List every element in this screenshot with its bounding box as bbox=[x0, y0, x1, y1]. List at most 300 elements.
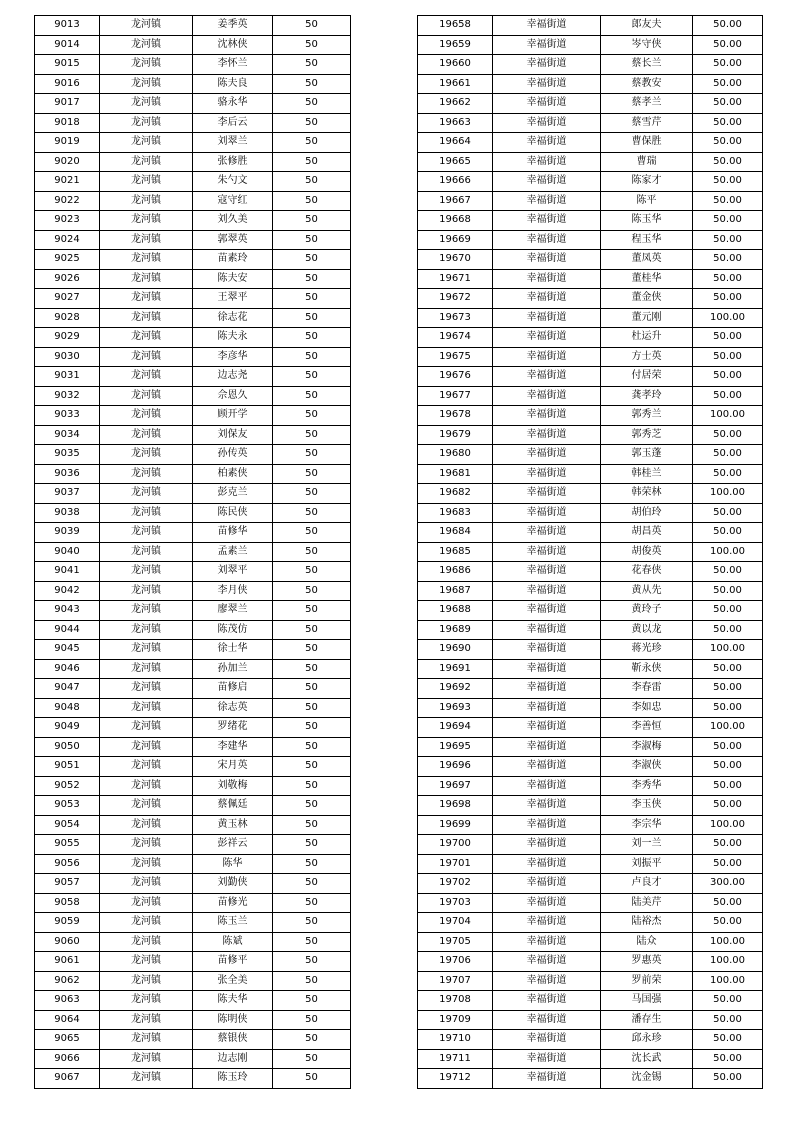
district-cell: 幸福街道 bbox=[493, 523, 601, 543]
name-cell: 李宗华 bbox=[601, 815, 693, 835]
district-cell: 龙河镇 bbox=[100, 484, 193, 504]
name-cell: 曹保胜 bbox=[601, 133, 693, 153]
table-row bbox=[35, 230, 351, 250]
name-cell: 胡俊英 bbox=[601, 542, 693, 562]
district-cell: 龙河镇 bbox=[100, 347, 193, 367]
table-row bbox=[35, 152, 351, 172]
table-row bbox=[35, 932, 351, 952]
table-row bbox=[35, 172, 351, 192]
amount-cell: 50.00 bbox=[693, 386, 763, 406]
table-row bbox=[35, 94, 351, 114]
amount-cell: 50.00 bbox=[693, 698, 763, 718]
amount-cell: 50.00 bbox=[693, 796, 763, 816]
amount-cell: 50 bbox=[273, 679, 351, 699]
amount-cell: 50 bbox=[273, 854, 351, 874]
amount-cell: 50 bbox=[273, 620, 351, 640]
amount-cell: 50 bbox=[273, 74, 351, 94]
name-cell: 黄玉林 bbox=[193, 815, 273, 835]
district-cell: 幸福街道 bbox=[493, 425, 601, 445]
name-cell: 刘振平 bbox=[601, 854, 693, 874]
id-cell: 9046 bbox=[35, 659, 100, 679]
id-cell: 9028 bbox=[35, 308, 100, 328]
district-cell: 龙河镇 bbox=[100, 1069, 193, 1089]
id-cell: 19705 bbox=[418, 932, 493, 952]
table-row bbox=[418, 74, 763, 94]
id-cell: 9039 bbox=[35, 523, 100, 543]
amount-cell: 50 bbox=[273, 757, 351, 777]
district-cell: 龙河镇 bbox=[100, 269, 193, 289]
district-cell: 幸福街道 bbox=[493, 211, 601, 231]
id-cell: 19669 bbox=[418, 230, 493, 250]
amount-cell: 50 bbox=[273, 796, 351, 816]
id-cell: 9062 bbox=[35, 971, 100, 991]
table-row bbox=[418, 932, 763, 952]
district-cell: 幸福街道 bbox=[493, 172, 601, 192]
name-cell: 郭秀芝 bbox=[601, 425, 693, 445]
name-cell: 靳永侠 bbox=[601, 659, 693, 679]
district-cell: 幸福街道 bbox=[493, 367, 601, 387]
amount-cell: 50 bbox=[273, 932, 351, 952]
district-cell: 龙河镇 bbox=[100, 1049, 193, 1069]
id-cell: 9036 bbox=[35, 464, 100, 484]
table-row bbox=[35, 815, 351, 835]
table-row bbox=[35, 1010, 351, 1030]
amount-cell: 50.00 bbox=[693, 289, 763, 309]
id-cell: 9053 bbox=[35, 796, 100, 816]
table-row bbox=[35, 757, 351, 777]
id-cell: 19711 bbox=[418, 1049, 493, 1069]
name-cell: 马国强 bbox=[601, 991, 693, 1011]
id-cell: 19693 bbox=[418, 698, 493, 718]
id-cell: 19694 bbox=[418, 718, 493, 738]
amount-cell: 50.00 bbox=[693, 464, 763, 484]
id-cell: 9041 bbox=[35, 562, 100, 582]
district-cell: 龙河镇 bbox=[100, 308, 193, 328]
name-cell: 李淑梅 bbox=[601, 737, 693, 757]
district-cell: 龙河镇 bbox=[100, 211, 193, 231]
district-cell: 龙河镇 bbox=[100, 776, 193, 796]
table-row bbox=[418, 874, 763, 894]
amount-cell: 50.00 bbox=[693, 659, 763, 679]
name-cell: 沈长武 bbox=[601, 1049, 693, 1069]
name-cell: 黄从先 bbox=[601, 581, 693, 601]
table-row bbox=[418, 815, 763, 835]
amount-cell: 50 bbox=[273, 484, 351, 504]
amount-cell: 50.00 bbox=[693, 893, 763, 913]
name-cell: 蔡雪芹 bbox=[601, 113, 693, 133]
id-cell: 9019 bbox=[35, 133, 100, 153]
id-cell: 19695 bbox=[418, 737, 493, 757]
right-table-body bbox=[418, 16, 763, 1089]
table-row bbox=[35, 113, 351, 133]
amount-cell: 50 bbox=[273, 1010, 351, 1030]
name-cell: 王翠平 bbox=[193, 289, 273, 309]
table-row bbox=[35, 406, 351, 426]
id-cell: 9059 bbox=[35, 913, 100, 933]
id-cell: 19704 bbox=[418, 913, 493, 933]
district-cell: 幸福街道 bbox=[493, 55, 601, 75]
district-cell: 幸福街道 bbox=[493, 601, 601, 621]
id-cell: 19678 bbox=[418, 406, 493, 426]
id-cell: 19684 bbox=[418, 523, 493, 543]
name-cell: 李彦华 bbox=[193, 347, 273, 367]
id-cell: 19689 bbox=[418, 620, 493, 640]
district-cell: 幸福街道 bbox=[493, 94, 601, 114]
name-cell: 陈茂仿 bbox=[193, 620, 273, 640]
amount-cell: 50 bbox=[273, 230, 351, 250]
amount-cell: 50 bbox=[273, 386, 351, 406]
name-cell: 罗惠英 bbox=[601, 952, 693, 972]
amount-cell: 50.00 bbox=[693, 1049, 763, 1069]
id-cell: 19698 bbox=[418, 796, 493, 816]
id-cell: 9056 bbox=[35, 854, 100, 874]
table-row bbox=[35, 445, 351, 465]
id-cell: 19677 bbox=[418, 386, 493, 406]
name-cell: 蔡长兰 bbox=[601, 55, 693, 75]
name-cell: 曹瑞 bbox=[601, 152, 693, 172]
id-cell: 9013 bbox=[35, 16, 100, 36]
district-cell: 幸福街道 bbox=[493, 932, 601, 952]
table-row bbox=[35, 620, 351, 640]
district-cell: 幸福街道 bbox=[493, 718, 601, 738]
id-cell: 9064 bbox=[35, 1010, 100, 1030]
left-table-body bbox=[35, 16, 351, 1089]
id-cell: 9055 bbox=[35, 835, 100, 855]
district-cell: 龙河镇 bbox=[100, 191, 193, 211]
name-cell: 寇守红 bbox=[193, 191, 273, 211]
name-cell: 李玉侠 bbox=[601, 796, 693, 816]
district-cell: 幸福街道 bbox=[493, 659, 601, 679]
id-cell: 19667 bbox=[418, 191, 493, 211]
id-cell: 19712 bbox=[418, 1069, 493, 1089]
table-row bbox=[418, 562, 763, 582]
id-cell: 9061 bbox=[35, 952, 100, 972]
id-cell: 19665 bbox=[418, 152, 493, 172]
amount-cell: 50.00 bbox=[693, 113, 763, 133]
name-cell: 陈玉华 bbox=[601, 211, 693, 231]
id-cell: 9027 bbox=[35, 289, 100, 309]
id-cell: 19702 bbox=[418, 874, 493, 894]
district-cell: 幸福街道 bbox=[493, 991, 601, 1011]
amount-cell: 50.00 bbox=[693, 16, 763, 36]
id-cell: 19691 bbox=[418, 659, 493, 679]
name-cell: 李秀华 bbox=[601, 776, 693, 796]
district-cell: 龙河镇 bbox=[100, 35, 193, 55]
table-row bbox=[418, 445, 763, 465]
district-cell: 龙河镇 bbox=[100, 542, 193, 562]
amount-cell: 50 bbox=[273, 152, 351, 172]
amount-cell: 50.00 bbox=[693, 347, 763, 367]
table-row bbox=[418, 308, 763, 328]
district-cell: 幸福街道 bbox=[493, 893, 601, 913]
table-row bbox=[418, 659, 763, 679]
district-cell: 龙河镇 bbox=[100, 503, 193, 523]
name-cell: 苗修启 bbox=[193, 679, 273, 699]
district-cell: 龙河镇 bbox=[100, 952, 193, 972]
id-cell: 9047 bbox=[35, 679, 100, 699]
amount-cell: 100.00 bbox=[693, 815, 763, 835]
table-row bbox=[418, 601, 763, 621]
id-cell: 19707 bbox=[418, 971, 493, 991]
amount-cell: 50 bbox=[273, 250, 351, 270]
district-cell: 幸福街道 bbox=[493, 757, 601, 777]
name-cell: 董金侠 bbox=[601, 289, 693, 309]
amount-cell: 50 bbox=[273, 328, 351, 348]
right-table bbox=[417, 15, 763, 1089]
district-cell: 幸福街道 bbox=[493, 191, 601, 211]
district-cell: 龙河镇 bbox=[100, 620, 193, 640]
amount-cell: 50 bbox=[273, 425, 351, 445]
table-row bbox=[418, 952, 763, 972]
id-cell: 9052 bbox=[35, 776, 100, 796]
table-row bbox=[418, 503, 763, 523]
name-cell: 刘敬梅 bbox=[193, 776, 273, 796]
table-row bbox=[35, 542, 351, 562]
name-cell: 廖翠兰 bbox=[193, 601, 273, 621]
district-cell: 龙河镇 bbox=[100, 601, 193, 621]
table-row bbox=[418, 893, 763, 913]
table-row bbox=[418, 640, 763, 660]
name-cell: 罗前荣 bbox=[601, 971, 693, 991]
name-cell: 沈林侠 bbox=[193, 35, 273, 55]
table-row bbox=[35, 893, 351, 913]
name-cell: 边志尧 bbox=[193, 367, 273, 387]
name-cell: 苗修光 bbox=[193, 893, 273, 913]
amount-cell: 50.00 bbox=[693, 913, 763, 933]
amount-cell: 50 bbox=[273, 269, 351, 289]
id-cell: 9031 bbox=[35, 367, 100, 387]
district-cell: 龙河镇 bbox=[100, 815, 193, 835]
table-row bbox=[418, 1010, 763, 1030]
amount-cell: 50.00 bbox=[693, 367, 763, 387]
name-cell: 李如忠 bbox=[601, 698, 693, 718]
amount-cell: 100.00 bbox=[693, 308, 763, 328]
table-row bbox=[35, 289, 351, 309]
table-row bbox=[418, 854, 763, 874]
id-cell: 19699 bbox=[418, 815, 493, 835]
table-row bbox=[35, 835, 351, 855]
amount-cell: 50 bbox=[273, 406, 351, 426]
district-cell: 幸福街道 bbox=[493, 776, 601, 796]
district-cell: 幸福街道 bbox=[493, 1010, 601, 1030]
name-cell: 蒋光珍 bbox=[601, 640, 693, 660]
amount-cell: 50 bbox=[273, 991, 351, 1011]
name-cell: 宋月英 bbox=[193, 757, 273, 777]
name-cell: 韩荣林 bbox=[601, 484, 693, 504]
id-cell: 19673 bbox=[418, 308, 493, 328]
id-cell: 19688 bbox=[418, 601, 493, 621]
id-cell: 19661 bbox=[418, 74, 493, 94]
table-row bbox=[418, 94, 763, 114]
id-cell: 9017 bbox=[35, 94, 100, 114]
amount-cell: 50 bbox=[273, 913, 351, 933]
id-cell: 19679 bbox=[418, 425, 493, 445]
name-cell: 岑守侠 bbox=[601, 35, 693, 55]
table-row bbox=[35, 133, 351, 153]
district-cell: 龙河镇 bbox=[100, 172, 193, 192]
id-cell: 19664 bbox=[418, 133, 493, 153]
district-cell: 幸福街道 bbox=[493, 913, 601, 933]
district-cell: 龙河镇 bbox=[100, 835, 193, 855]
district-cell: 幸福街道 bbox=[493, 289, 601, 309]
name-cell: 彭祥云 bbox=[193, 835, 273, 855]
table-row bbox=[35, 35, 351, 55]
name-cell: 张修胜 bbox=[193, 152, 273, 172]
table-row bbox=[35, 1030, 351, 1050]
amount-cell: 50 bbox=[273, 776, 351, 796]
id-cell: 9044 bbox=[35, 620, 100, 640]
amount-cell: 50 bbox=[273, 16, 351, 36]
id-cell: 19685 bbox=[418, 542, 493, 562]
name-cell: 潘存生 bbox=[601, 1010, 693, 1030]
district-cell: 幸福街道 bbox=[493, 815, 601, 835]
name-cell: 骆永华 bbox=[193, 94, 273, 114]
name-cell: 罗绪花 bbox=[193, 718, 273, 738]
id-cell: 19709 bbox=[418, 1010, 493, 1030]
id-cell: 9029 bbox=[35, 328, 100, 348]
amount-cell: 100.00 bbox=[693, 932, 763, 952]
amount-cell: 50.00 bbox=[693, 328, 763, 348]
id-cell: 9030 bbox=[35, 347, 100, 367]
id-cell: 19659 bbox=[418, 35, 493, 55]
amount-cell: 50 bbox=[273, 347, 351, 367]
name-cell: 程玉华 bbox=[601, 230, 693, 250]
table-row bbox=[35, 796, 351, 816]
district-cell: 幸福街道 bbox=[493, 971, 601, 991]
name-cell: 陆众 bbox=[601, 932, 693, 952]
amount-cell: 50.00 bbox=[693, 35, 763, 55]
name-cell: 郎友夫 bbox=[601, 16, 693, 36]
id-cell: 19690 bbox=[418, 640, 493, 660]
table-row bbox=[418, 796, 763, 816]
id-cell: 19681 bbox=[418, 464, 493, 484]
name-cell: 刘久美 bbox=[193, 211, 273, 231]
name-cell: 黄以龙 bbox=[601, 620, 693, 640]
table-row bbox=[418, 776, 763, 796]
id-cell: 19658 bbox=[418, 16, 493, 36]
district-cell: 幸福街道 bbox=[493, 1049, 601, 1069]
district-cell: 龙河镇 bbox=[100, 991, 193, 1011]
id-cell: 19680 bbox=[418, 445, 493, 465]
amount-cell: 50.00 bbox=[693, 776, 763, 796]
table-row bbox=[35, 737, 351, 757]
table-row bbox=[35, 503, 351, 523]
district-cell: 幸福街道 bbox=[493, 347, 601, 367]
id-cell: 19700 bbox=[418, 835, 493, 855]
district-cell: 龙河镇 bbox=[100, 367, 193, 387]
name-cell: 孟素兰 bbox=[193, 542, 273, 562]
id-cell: 9014 bbox=[35, 35, 100, 55]
amount-cell: 50.00 bbox=[693, 581, 763, 601]
id-cell: 9054 bbox=[35, 815, 100, 835]
amount-cell: 50.00 bbox=[693, 74, 763, 94]
name-cell: 彭克兰 bbox=[193, 484, 273, 504]
name-cell: 徐志英 bbox=[193, 698, 273, 718]
name-cell: 姜季英 bbox=[193, 16, 273, 36]
table-row bbox=[418, 1030, 763, 1050]
table-row bbox=[418, 172, 763, 192]
amount-cell: 100.00 bbox=[693, 542, 763, 562]
id-cell: 9032 bbox=[35, 386, 100, 406]
district-cell: 龙河镇 bbox=[100, 757, 193, 777]
table-row bbox=[35, 874, 351, 894]
table-row bbox=[418, 289, 763, 309]
table-row bbox=[418, 542, 763, 562]
district-cell: 幸福街道 bbox=[493, 133, 601, 153]
table-row bbox=[418, 113, 763, 133]
amount-cell: 50 bbox=[273, 562, 351, 582]
amount-cell: 50 bbox=[273, 503, 351, 523]
id-cell: 19666 bbox=[418, 172, 493, 192]
district-cell: 幸福街道 bbox=[493, 16, 601, 36]
name-cell: 李淑侠 bbox=[601, 757, 693, 777]
amount-cell: 50.00 bbox=[693, 679, 763, 699]
id-cell: 19683 bbox=[418, 503, 493, 523]
table-row bbox=[418, 1049, 763, 1069]
id-cell: 19710 bbox=[418, 1030, 493, 1050]
district-cell: 龙河镇 bbox=[100, 94, 193, 114]
amount-cell: 50.00 bbox=[693, 1010, 763, 1030]
amount-cell: 100.00 bbox=[693, 640, 763, 660]
id-cell: 9051 bbox=[35, 757, 100, 777]
district-cell: 龙河镇 bbox=[100, 562, 193, 582]
table-row bbox=[35, 952, 351, 972]
name-cell: 蔡银侠 bbox=[193, 1030, 273, 1050]
district-cell: 幸福街道 bbox=[493, 874, 601, 894]
amount-cell: 50 bbox=[273, 464, 351, 484]
amount-cell: 50.00 bbox=[693, 854, 763, 874]
amount-cell: 50 bbox=[273, 874, 351, 894]
table-row bbox=[418, 737, 763, 757]
table-row bbox=[35, 74, 351, 94]
table-row bbox=[35, 562, 351, 582]
name-cell: 李善恒 bbox=[601, 718, 693, 738]
table-row bbox=[418, 269, 763, 289]
table-row bbox=[418, 913, 763, 933]
table-row bbox=[418, 757, 763, 777]
id-cell: 19708 bbox=[418, 991, 493, 1011]
table-row bbox=[418, 386, 763, 406]
table-row bbox=[418, 367, 763, 387]
amount-cell: 50.00 bbox=[693, 55, 763, 75]
amount-cell: 50 bbox=[273, 133, 351, 153]
table-row bbox=[35, 328, 351, 348]
name-cell: 黄玲子 bbox=[601, 601, 693, 621]
name-cell: 徐志花 bbox=[193, 308, 273, 328]
name-cell: 陈家才 bbox=[601, 172, 693, 192]
district-cell: 龙河镇 bbox=[100, 445, 193, 465]
district-cell: 幸福街道 bbox=[493, 113, 601, 133]
district-cell: 龙河镇 bbox=[100, 464, 193, 484]
district-cell: 幸福街道 bbox=[493, 230, 601, 250]
id-cell: 9067 bbox=[35, 1069, 100, 1089]
name-cell: 付居荣 bbox=[601, 367, 693, 387]
district-cell: 幸福街道 bbox=[493, 698, 601, 718]
name-cell: 卢良才 bbox=[601, 874, 693, 894]
district-cell: 龙河镇 bbox=[100, 659, 193, 679]
district-cell: 幸福街道 bbox=[493, 1069, 601, 1089]
table-row bbox=[418, 16, 763, 36]
amount-cell: 50 bbox=[273, 172, 351, 192]
name-cell: 陈华 bbox=[193, 854, 273, 874]
name-cell: 陈明侠 bbox=[193, 1010, 273, 1030]
left-table bbox=[34, 15, 351, 1089]
district-cell: 幸福街道 bbox=[493, 269, 601, 289]
amount-cell: 100.00 bbox=[693, 952, 763, 972]
table-row bbox=[418, 152, 763, 172]
name-cell: 苗修华 bbox=[193, 523, 273, 543]
table-row bbox=[35, 211, 351, 231]
